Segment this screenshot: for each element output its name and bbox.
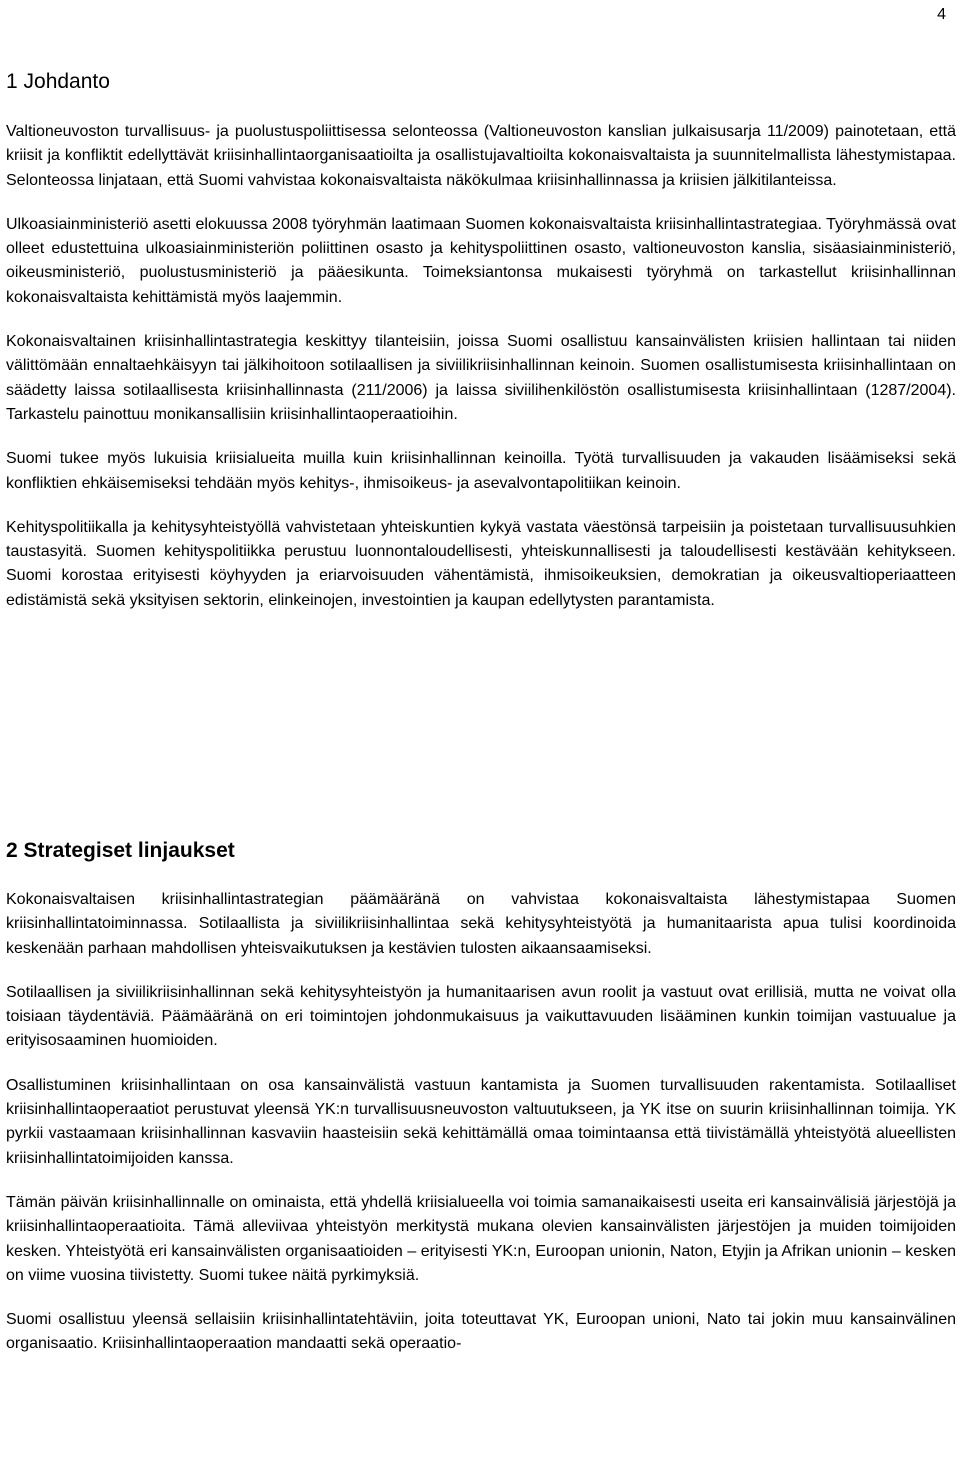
- page-number: 4: [937, 6, 946, 23]
- paragraph: Suomi osallistuu yleensä sellaisiin kriisinhallintatehtäviin, joita toteuttavat YK, Euroopan unioni, Nato tai jokin muu kansainvälinen organisaatio. Kriisinhallintaoperaation mandaatti sekä operaatio-: [6, 1311, 956, 1353]
- paragraph: Kokonaisvaltainen kriisinhallintastrategia keskittyy tilanteisiin, joissa Suomi osallistuu kansainvälisten kriisien hallintaan tai niiden välittömään ennaltaehkäisyyn tai jälkihoitoon sotilaallisen ja siviilikriisinhallinnan keinoin. Suomen osallistumisesta kriisinhallintaan on säädetty laissa sotilaallisesta kriisinhallinnasta (211/2006) ja laissa siviilihenkilöstön osallistumisesta kriisinhallintaan (1287/2004). Tarkastelu painottuu monikansallisiin kriisinhallintaoperaatioihin.: [6, 333, 956, 423]
- paragraph: Osallistuminen kriisinhallintaan on osa kansainvälistä vastuun kantamista ja Suomen turvallisuuden rakentamista. Sotilaalliset kriisinhallintaoperaatiot perustuvat yleensä YK:n turvallisuusneuvoston valtuutukseen, ja YK itse on suurin kriisinhallinnan toimija. YK pyrkii vastaamaan kriisinhallinnan kasvaviin haasteisiin sekä kehittämällä omaa toimintaansa että tiivistämällä yhteistyötä alueellisten kriisinhallintatoimijoiden kanssa.: [6, 1076, 956, 1167]
- paragraph: Sotilaallisen ja siviilikriisinhallinnan sekä kehitysyhteistyön ja humanitaarisen avun roolit ja vastuut ovat erillisiä, mutta ne voivat olla toisiaan täydentäviä. Päämääränä on eri toimintojen johdonmukaisuus ja vaikuttavuuden lisääminen kunkin toimijan vastuualue ja erityisosaaminen huomioiden.: [6, 983, 956, 1050]
- paragraph: Kokonaisvaltaisen kriisinhallintastrategian päämääränä on vahvistaa kokonaisvaltaista lähestymistapaa Suomen kriisinhallintatoiminnassa. Sotilaallista ja siviilikriisinhallintaa sekä kehitysyhteistyötä ja humanitaarista apua tulisi koordinoida keskenään parhaan mahdollisen yhteisvaikutuksen ja kestävien tulosten aikaansaamiseksi.: [6, 891, 956, 957]
- section-heading-johdanto: 1 Johdanto: [6, 70, 110, 93]
- section-2-body: [6, 888, 956, 1377]
- paragraph: Suomi tukee myös lukuisia kriisialueita muilla kuin kriisinhallinnan keinoilla. Työtä turvallisuuden ja vakauden lisäämiseksi sekä konfliktien ehkäisemiseksi tehdään myös kehitys-, ihmisoikeus- ja asevalvontapolitiikan keinoin.: [6, 450, 956, 492]
- paragraph: Ulkoasiainministeriö asetti elokuussa 2008 työryhmän laatimaan Suomen kokonaisvaltaista kriisinhallintastrategiaa. Työryhmässä ovat olleet edustettuina ulkoasiainministeriön poliittinen osasto ja kehityspoliittinen osasto, valtioneuvoston kanslia, sisäasiainministeriö, oikeusministeriö, puolustusministeriö ja pääesikunta. Toimeksiantonsa mukaisesti työryhmä on tarkastellut kriisinhallinnan kokonaisvaltaista kehittämistä myös laajemmin.: [6, 215, 956, 306]
- paragraph: Tämän päivän kriisinhallinnalle on ominaista, että yhdellä kriisialueella voi toimia samanaikaisesti useita eri kansainvälisiä järjestöjä ja kriisinhallintaoperaatioita. Tämä alleviivaa yhteistyön merkitystä mukana olevien kansainvälisten järjestöjen ja muiden toimijoiden kesken. Yhteistyötä eri kansainvälisten organisaatioiden – erityisesti YK:n, Euroopan unionin, Naton, Etyjin ja Afrikan unionin – kesken on viime vuosina tiivistetty. Suomi tukee näitä pyrkimyksiä.: [6, 1193, 956, 1284]
- section-1-body: [6, 120, 956, 633]
- section-heading-strategiset-linjaukset: 2 Strategiset linjaukset: [6, 839, 235, 862]
- paragraph: Kehityspolitiikalla ja kehitysyhteistyöllä vahvistetaan yhteiskuntien kykyä vastata väestönsä tarpeisiin ja poistetaan turvallisuusuhkien taustasyitä. Suomen kehityspolitiikka perustuu luonnontaloudellisesti, yhteiskunnallisesti ja taloudellisesti kestävään kehitykseen. Suomi korostaa erityisesti köyhyyden ja eriarvoisuuden vähentämistä, ihmisoikeuksien, demokratian ja oikeusvaltioperiaatteen edistämistä sekä yksityisen sektorin, elinkeinojen, investointien ja kaupan edellytysten parantamista.: [6, 518, 956, 609]
- paragraph: Valtioneuvoston turvallisuus- ja puolustuspoliittisessa selonteossa (Valtioneuvoston kanslian julkaisusarja 11/2009) painotetaan, että kriisit ja konfliktit edellyttävät kriisinhallintaorganisaatioilta ja osallistujavaltioilta kokonaisvaltaista ja suunnitelmallista lähestymistapaa. Selonteossa linjataan, että Suomi vahvistaa kokonaisvaltaista näkökulmaa kriisinhallinnassa ja kriisien jälkitilanteissa.: [6, 123, 956, 189]
